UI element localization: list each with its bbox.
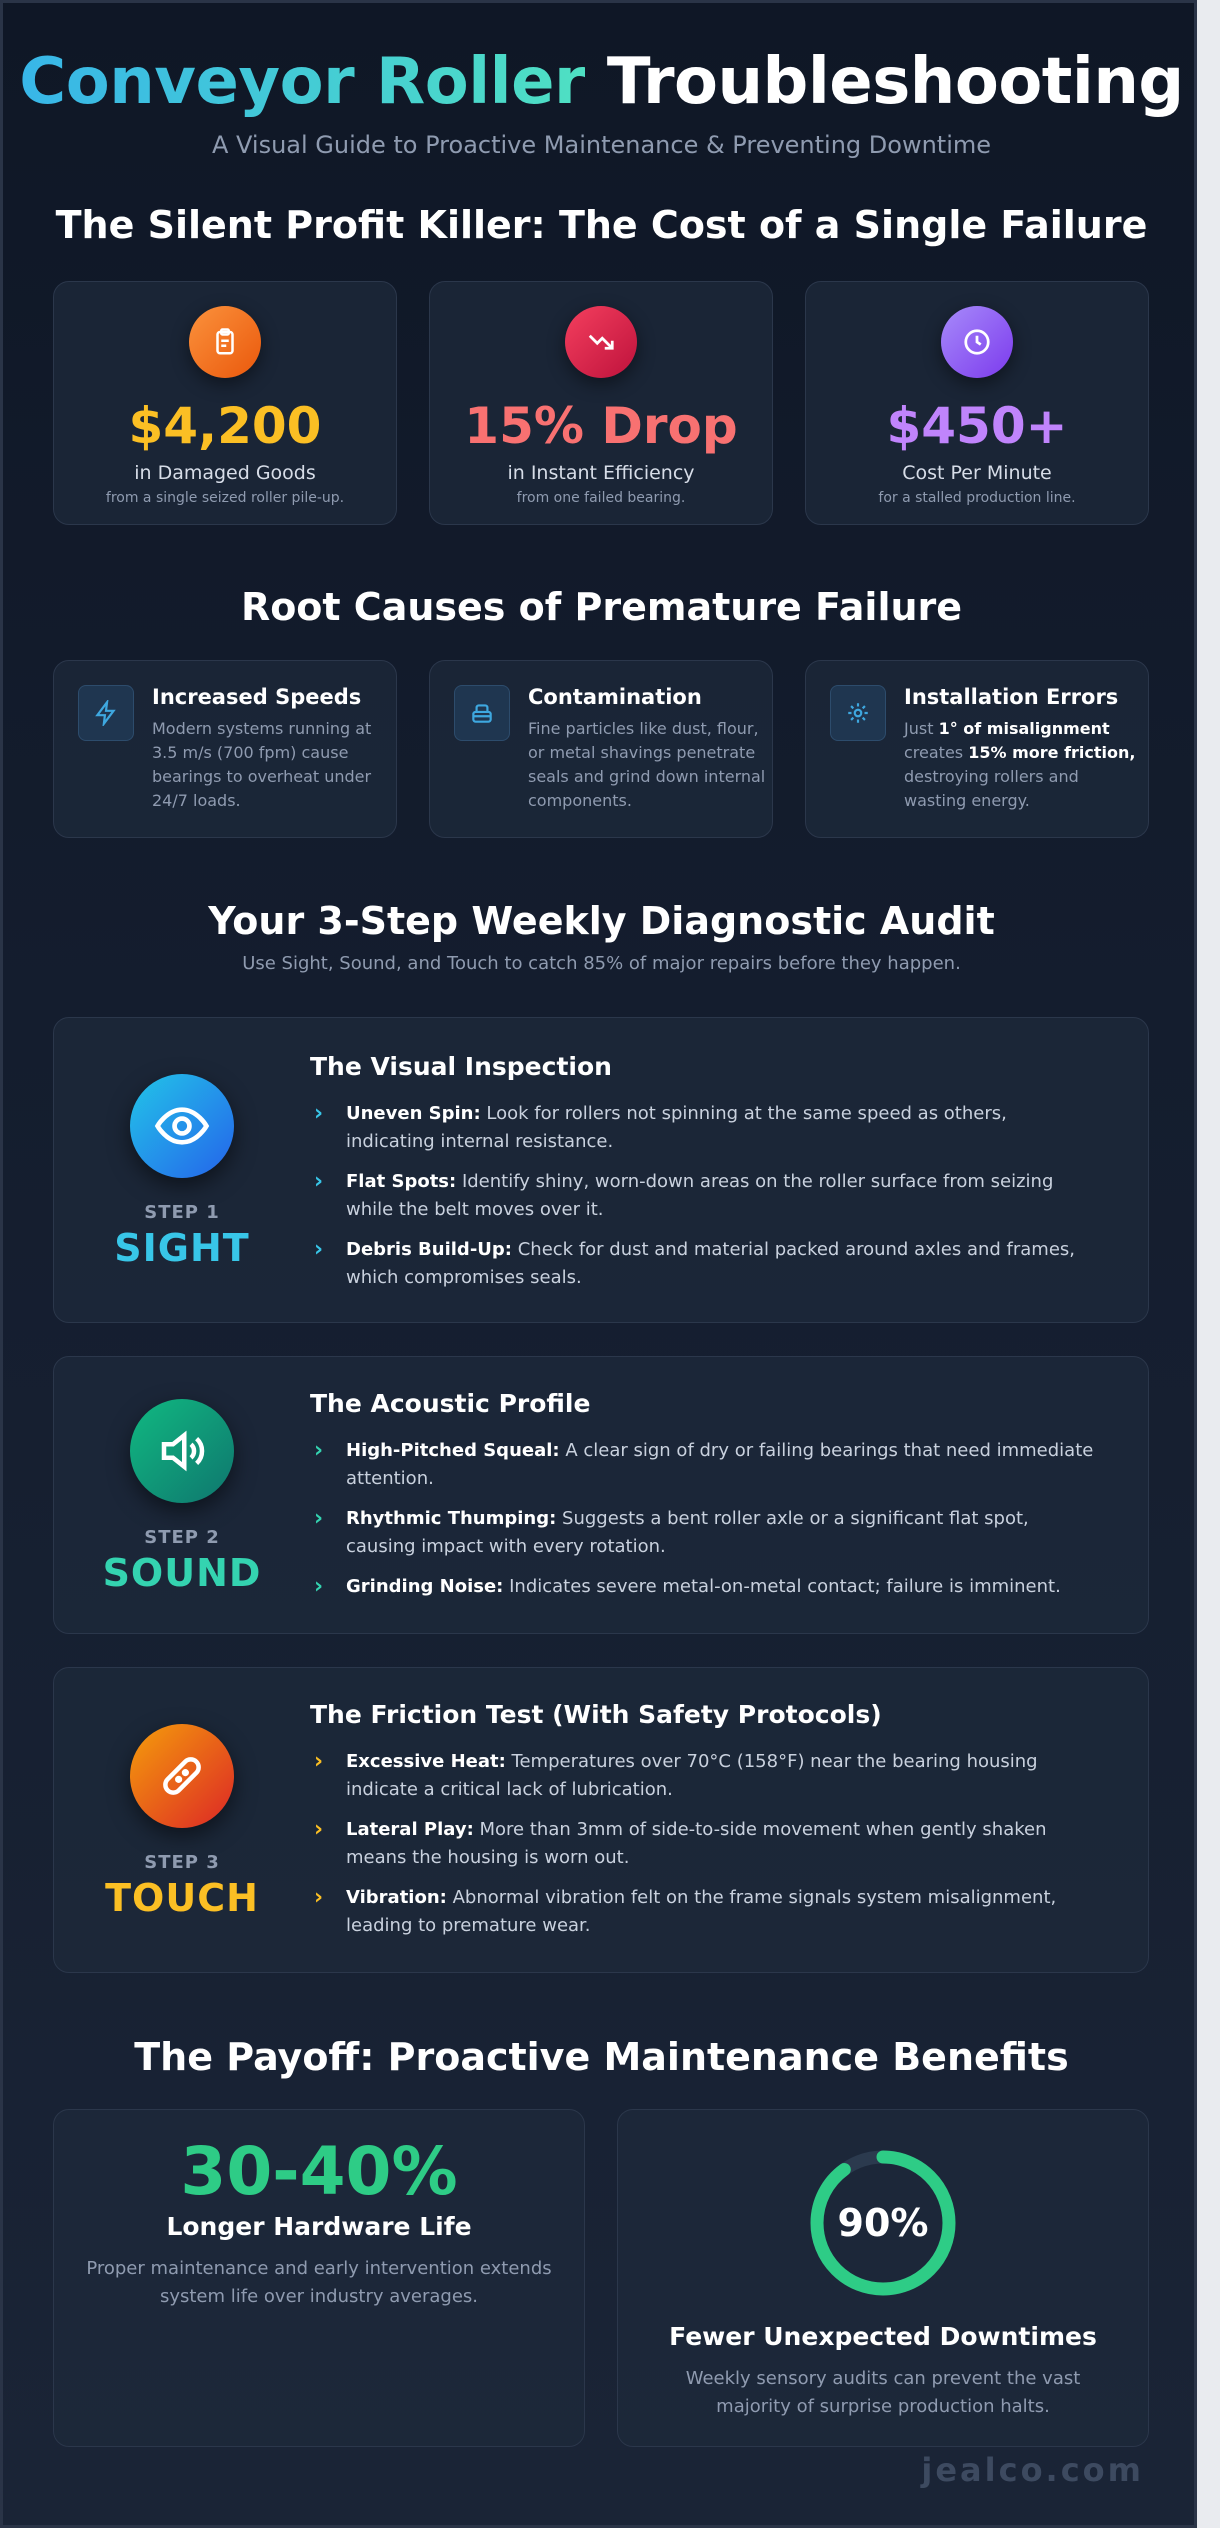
list-item: › Excessive Heat: Temperatures over 70°C (158°F) near the bearing housing indicate a critical lack of lubrication. (314, 1749, 1038, 1800)
payoff-value: 30-40% (180, 2133, 458, 2210)
cause-text: Modern systems running at 3.5 m/s (700 fpm) cause bearings to overheat under 24/7 loads. (152, 719, 372, 810)
watermark: jealco.com (921, 2451, 1144, 2489)
chevron-right-icon: › (314, 1885, 324, 1910)
step-title: The Visual Inspection (310, 1052, 612, 1081)
cost-card-damaged-goods (53, 281, 397, 525)
page-title (3, 45, 1200, 119)
cost-card-efficiency (429, 281, 773, 525)
cause-card-installation (805, 660, 1149, 838)
payoff-text: Proper maintenance and early intervention extends system life over industry averages. (86, 2258, 552, 2307)
container-icon (454, 685, 510, 741)
step-word: TOUCH (105, 1876, 259, 1920)
cause-card-contamination (429, 660, 773, 838)
step-card-sound (53, 1356, 1149, 1634)
trend-down-icon (565, 306, 637, 378)
payoff-title: Longer Hardware Life (166, 2212, 472, 2241)
chevron-right-icon: › (314, 1574, 324, 1599)
list-item: › Rhythmic Thumping: Suggests a bent roller axle or a significant flat spot, causing impact with every rotation. (314, 1506, 1029, 1557)
cost-note: for a stalled production line. (878, 490, 1076, 506)
bandage-icon (130, 1724, 234, 1828)
cause-text: Fine particles like dust, flour, or metal shavings penetrate seals and grind down internal components. (528, 719, 766, 810)
payoff-card-hardware-life (53, 2109, 585, 2447)
chevron-right-icon: › (314, 1749, 324, 1774)
payoff-title: Fewer Unexpected Downtimes (669, 2322, 1097, 2351)
list-item: › Debris Build-Up: Check for dust and material packed around axles and frames, which compromises seals. (314, 1237, 1076, 1288)
list-item: › Grinding Noise: Indicates severe metal-on-metal contact; failure is imminent. (314, 1574, 1061, 1599)
step-checklist (310, 1100, 1100, 1304)
chevron-right-icon: › (314, 1438, 324, 1463)
cause-title: Installation Errors (904, 685, 1119, 709)
list-item: › Vibration: Abnormal vibration felt on the frame signals system misalignment, leading to premature wear. (314, 1885, 1057, 1936)
list-item: › Flat Spots: Identify shiny, worn-down areas on the roller surface from seizing while the belt moves over it. (314, 1169, 1054, 1220)
speaker-icon (130, 1399, 234, 1503)
cost-label: in Instant Efficiency (507, 462, 695, 484)
cause-text: Just 1° of misalignment creates 15% more friction, destroying rollers and wasting energy. (904, 719, 1136, 810)
page-subtitle: A Visual Guide to Proactive Maintenance & Preventing Downtime (211, 131, 992, 159)
title-accent: Conveyor Roller (19, 45, 586, 119)
chevron-right-icon: › (314, 1237, 324, 1262)
cost-value: $450+ (886, 397, 1068, 455)
cost-section-title: The Silent Profit Killer: The Cost of a Single Failure (55, 203, 1148, 247)
audit-section-subtitle: Use Sight, Sound, and Touch to catch 85% of major repairs before they happen. (242, 953, 961, 974)
payoff-section-title: The Payoff: Proactive Maintenance Benefits (134, 2035, 1069, 2079)
cause-title: Increased Speeds (152, 685, 362, 709)
payoff-card-downtimes (617, 2109, 1149, 2447)
chevron-right-icon: › (314, 1169, 324, 1194)
step-checklist (310, 1748, 1100, 1952)
causes-section-title: Root Causes of Premature Failure (240, 585, 963, 629)
step-card-sight (53, 1017, 1149, 1323)
progress-percent: 90% (837, 2201, 929, 2245)
chevron-right-icon: › (314, 1101, 324, 1126)
step-number: STEP 2 (144, 1527, 220, 1548)
cost-label: in Damaged Goods (134, 462, 316, 484)
step-card-touch (53, 1667, 1149, 1973)
cost-card-per-minute (805, 281, 1149, 525)
gear-icon (830, 685, 886, 741)
clock-icon (941, 306, 1013, 378)
cause-title: Contamination (528, 685, 702, 709)
step-title: The Acoustic Profile (310, 1389, 591, 1418)
lightning-icon (78, 685, 134, 741)
clipboard-icon (189, 306, 261, 378)
step-number: STEP 3 (144, 1852, 220, 1873)
step-word: SOUND (102, 1551, 262, 1595)
list-item: › Uneven Spin: Look for rollers not spinning at the same speed as others, indicating internal resistance. (314, 1101, 1007, 1152)
eye-icon (130, 1074, 234, 1178)
payoff-text: Weekly sensory audits can prevent the vast majority of surprise production halts. (685, 2368, 1081, 2417)
step-title: The Friction Test (With Safety Protocols) (310, 1700, 882, 1729)
cost-value: 15% Drop (464, 397, 738, 455)
list-item: › High-Pitched Squeal: A clear sign of dry or failing bearings that need immediate attention. (314, 1438, 1094, 1489)
audit-section-title: Your 3-Step Weekly Diagnostic Audit (208, 899, 995, 943)
step-checklist (310, 1437, 1100, 1613)
cost-note: from one failed bearing. (516, 490, 686, 506)
chevron-right-icon: › (314, 1506, 324, 1531)
progress-ring (808, 2148, 958, 2298)
chevron-right-icon: › (314, 1817, 324, 1842)
step-word: SIGHT (114, 1226, 250, 1270)
cause-card-speeds (53, 660, 397, 838)
cost-note: from a single seized roller pile-up. (105, 490, 345, 506)
cost-value: $4,200 (128, 397, 322, 455)
list-item: › Lateral Play: More than 3mm of side-to-side movement when gently shaken means the housing is worn out. (314, 1817, 1047, 1868)
step-number: STEP 1 (144, 1202, 220, 1223)
title-rest: Troubleshooting (606, 45, 1184, 119)
cost-label: Cost Per Minute (902, 462, 1052, 484)
